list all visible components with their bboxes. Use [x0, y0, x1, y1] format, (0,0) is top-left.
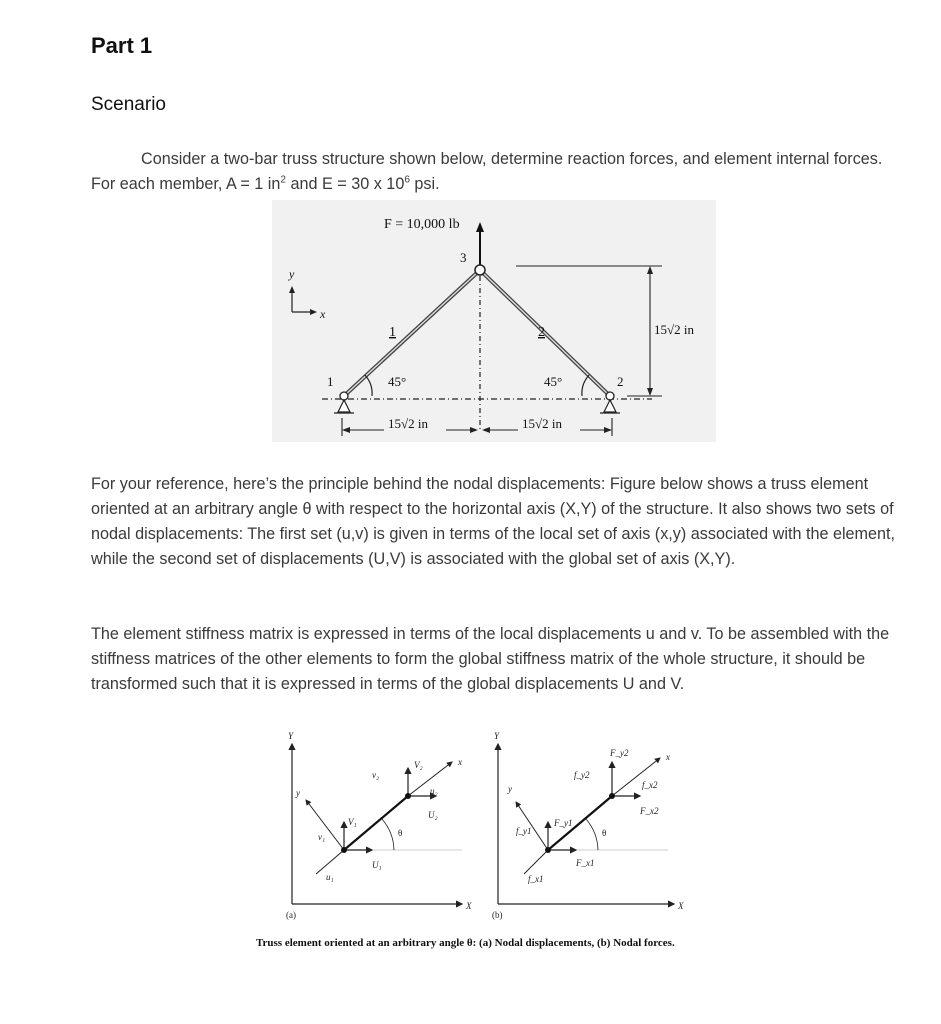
panel-b-Fx2: F_x2	[640, 806, 659, 816]
axis-y-label: y	[289, 267, 295, 281]
panel-a-X: X	[466, 901, 472, 911]
angle-left: 45°	[388, 374, 407, 389]
force-label: F = 10,000 lb	[384, 217, 460, 232]
panel-a-x: x	[458, 757, 462, 767]
panel-b-Fy2: F_y2	[610, 748, 629, 758]
truss-figure	[272, 200, 716, 442]
panel-b-fy1: f_y1	[516, 826, 532, 836]
node-3	[475, 265, 485, 275]
panel-a-theta: θ	[398, 828, 403, 838]
height-dimension: 15√2 in	[654, 322, 694, 337]
panel-b-y: y	[508, 784, 512, 794]
panel-b-fx2: f_x2	[642, 780, 658, 790]
panel-a-Y: Y	[288, 731, 294, 741]
panel-a-V1: V₁	[348, 817, 357, 827]
panel-b-Y: Y	[494, 731, 500, 741]
reference-paragraph: For your reference, here’s the principle behind the nodal displacements: Figure below shows a truss element oriented at an arbitrary angle θ with respect to the horizontal axis (X,Y) of the structure. It also shows two sets of nodal displacements: The first set (u,v) is given in terms of the local set of axis (x,y) associated with the element, while the second set of displacements (U,V) is associated with the global set of axis (X,Y).	[91, 475, 896, 568]
panel-a	[286, 731, 472, 920]
left-span-dimension: 15√2 in	[388, 416, 428, 431]
scenario-heading: Scenario	[91, 94, 166, 115]
node-1-label: 1	[327, 374, 334, 389]
panel-a-U1: U₁	[372, 860, 382, 870]
element-2-label: 2	[538, 325, 545, 340]
panel-a-u1: u₁	[326, 872, 334, 882]
panel-b-x: x	[666, 752, 670, 762]
panel-a-y: y	[296, 788, 300, 798]
right-span-dimension: 15√2 in	[522, 416, 562, 431]
panel-b-theta: θ	[602, 828, 607, 838]
angle-right: 45°	[544, 374, 563, 389]
element-1-label: 1	[389, 325, 396, 340]
figure-caption: Truss element oriented at an arbitrary angle θ: (a) Nodal displacements, (b) Nodal forces.	[256, 937, 675, 949]
support-node-2	[600, 392, 620, 413]
panel-b-label: (b)	[492, 910, 503, 920]
panel-a-V2: V₂	[414, 760, 423, 770]
panel-b-Fx1: F_x1	[576, 858, 595, 868]
support-node-1	[334, 392, 354, 413]
panel-b-X: X	[678, 901, 684, 911]
panel-b	[492, 731, 684, 920]
panel-a-U2: U₂	[428, 810, 438, 820]
panel-b-fy2: f_y2	[574, 770, 590, 780]
panel-b-Fy1: F_y1	[554, 818, 573, 828]
node-3-label: 3	[460, 250, 467, 265]
panel-a-v2: v₂	[372, 770, 380, 780]
part-heading: Part 1	[91, 33, 153, 58]
panel-a-v1: v₁	[318, 832, 326, 842]
intro-paragraph: Consider a two-bar truss structure shown below, determine reaction forces, and element internal forces. For each member, A = 1 $in^2$ and E = 30 x $10^6$ psi.	[91, 150, 883, 193]
stiffness-paragraph: The element stiffness matrix is expressed in terms of the local displacements u and v. To be assembled with the stiffness matrices of the other elements to form the global stiffness matrix of the whole structure, it should be transformed such that it is expressed in terms of the global displacements U and V.	[91, 625, 890, 693]
element-figure	[276, 728, 706, 920]
panel-a-u2: u₂	[430, 786, 438, 796]
panel-b-fx1: f_x1	[528, 874, 544, 884]
axis-x-label: x	[320, 307, 326, 321]
node-2-label: 2	[617, 374, 624, 389]
panel-a-label: (a)	[286, 910, 296, 920]
